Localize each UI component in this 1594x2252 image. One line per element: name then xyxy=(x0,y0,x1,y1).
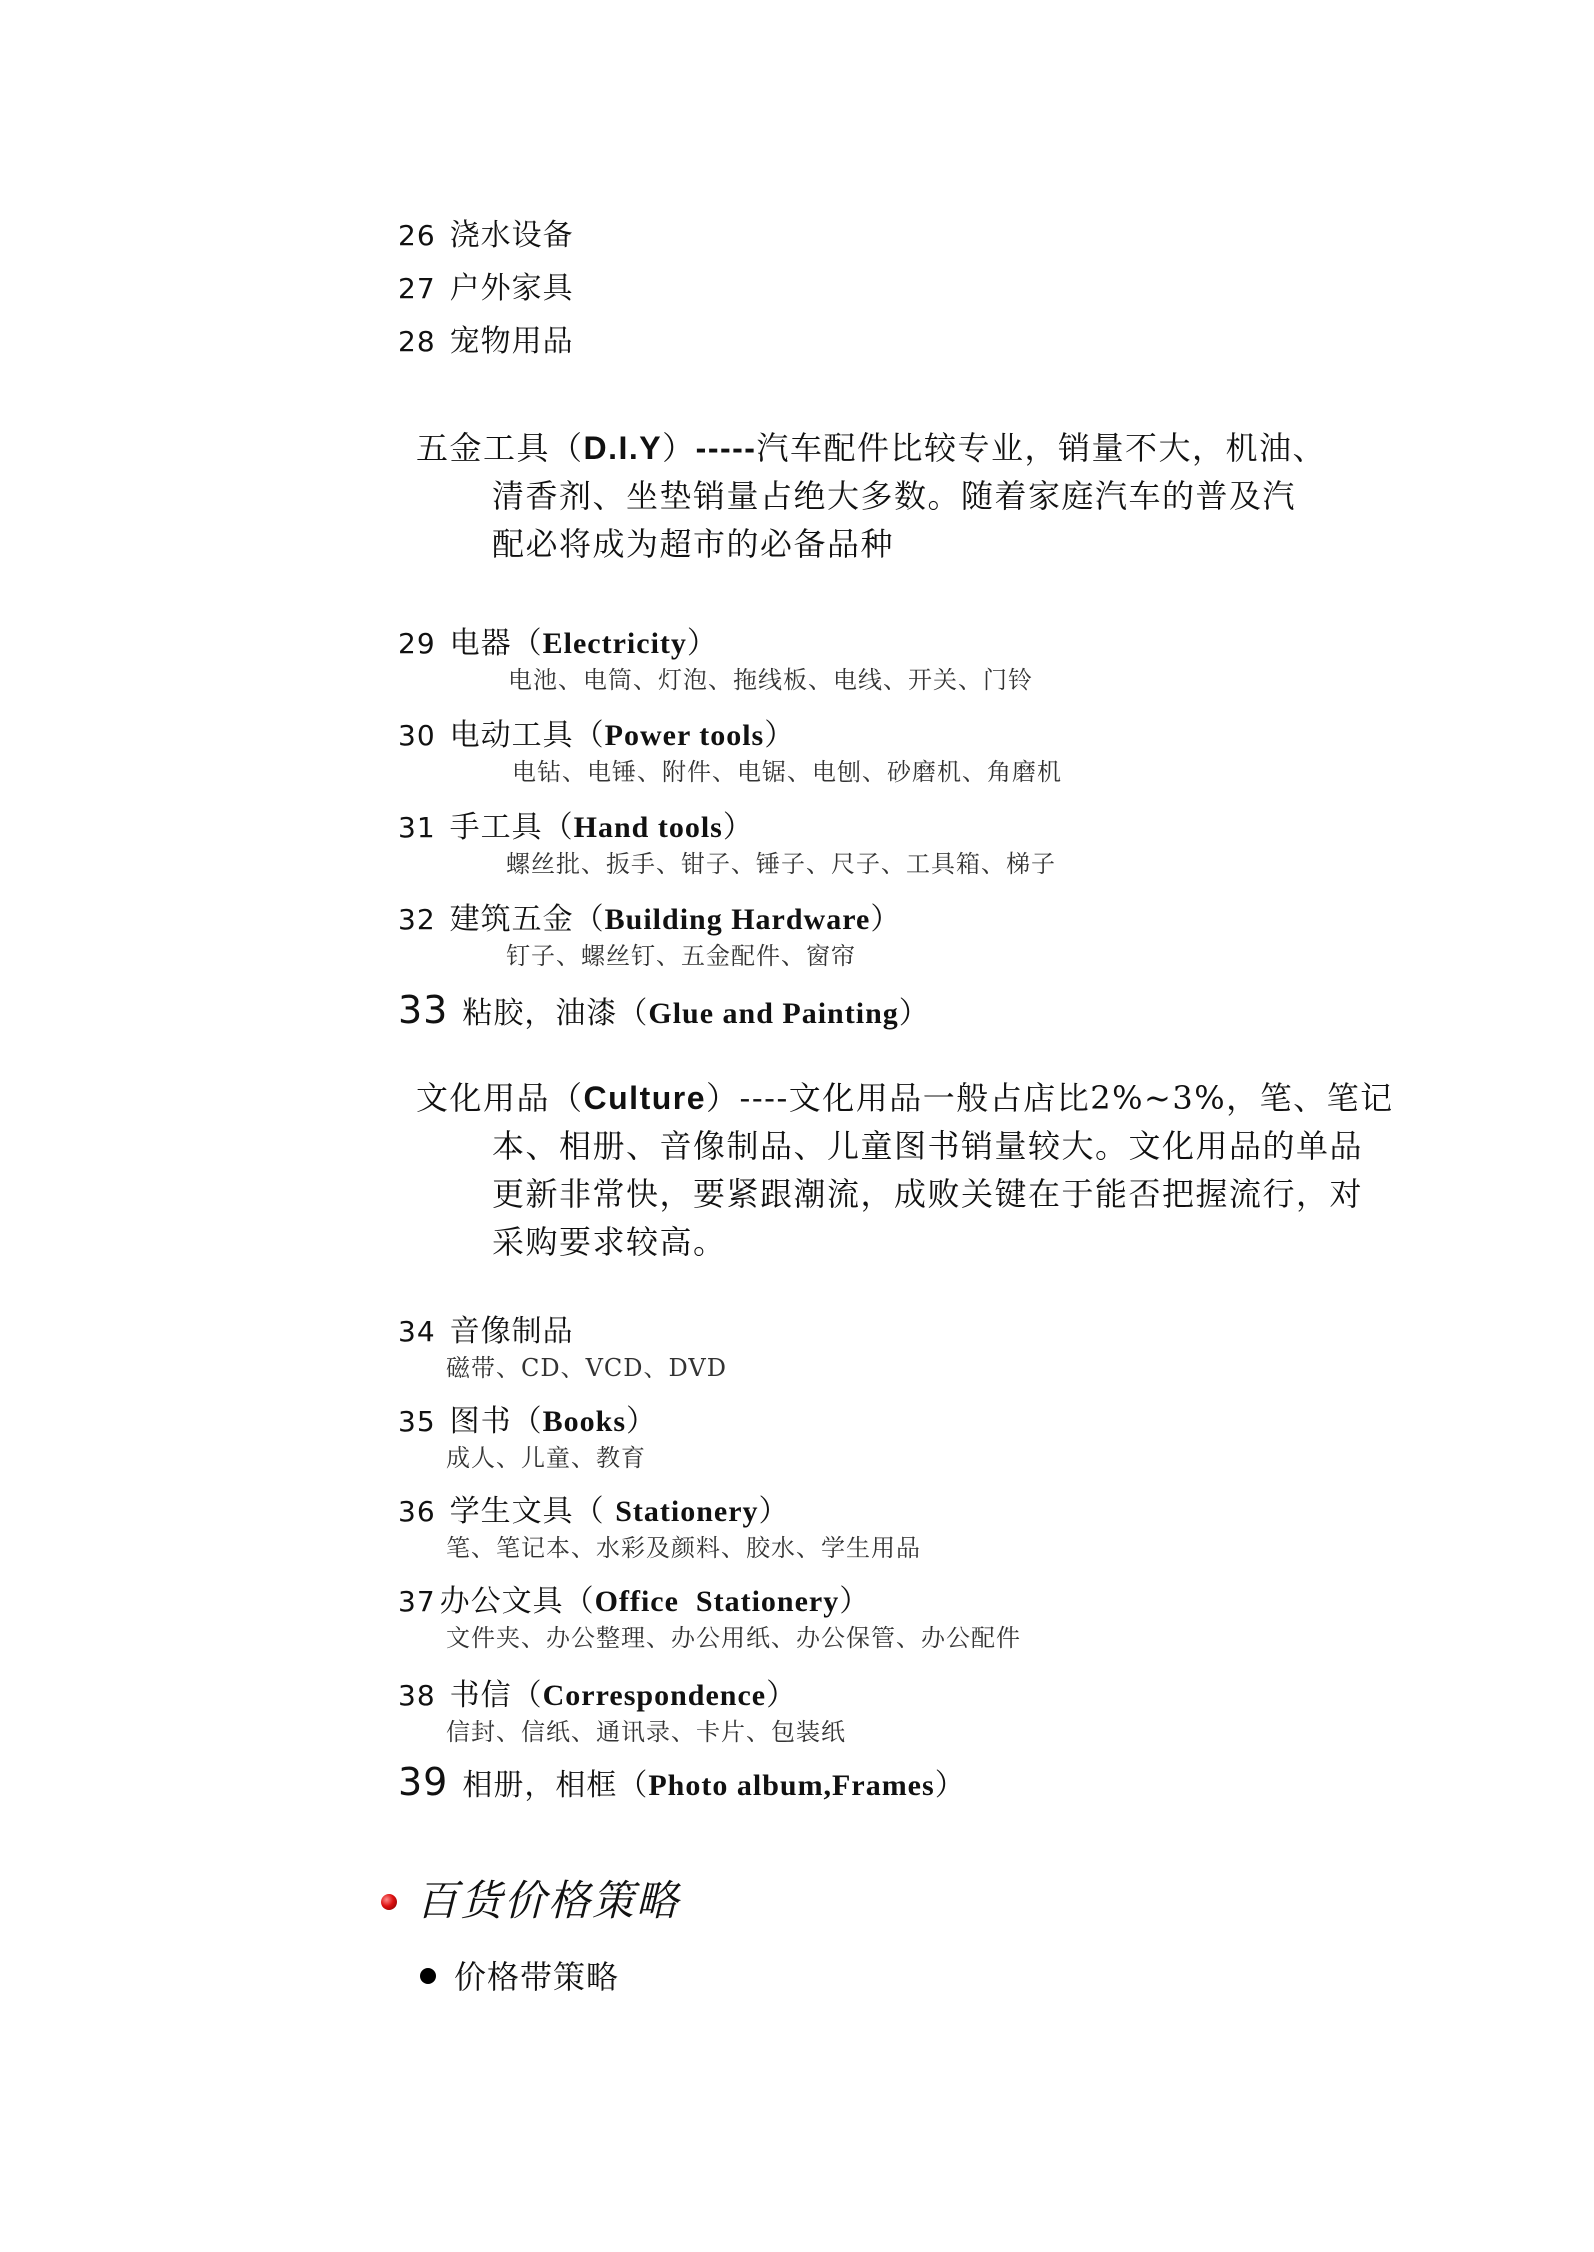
item-label-close: ） xyxy=(934,1768,966,1803)
diy-line2: 清香剂、坐垫销量占绝大多数。随着家庭汽车的普及汽 xyxy=(492,477,1297,515)
item-label: 书信（ xyxy=(449,1678,543,1713)
item-label-en: Power tools xyxy=(604,719,765,752)
item-label-close: ） xyxy=(758,1494,790,1529)
item-number: 30 xyxy=(398,719,436,752)
culture-line3: 更新非常快，要紧跟潮流，成败关键在于能否把握流行，对 xyxy=(492,1175,1364,1213)
diy-head: 五金工具（ xyxy=(416,429,584,467)
list-item xyxy=(398,316,574,360)
item-subtext: 钉子、螺丝钉、五金配件、窗帘 xyxy=(506,942,856,970)
item-label-close: ） xyxy=(766,1678,798,1713)
item-label: 宠物用品 xyxy=(449,324,574,359)
item-number: 28 xyxy=(398,325,436,358)
item-label: 学生文具（ xyxy=(449,1494,616,1529)
item-label-en: Stationery xyxy=(615,1495,759,1528)
item-number: 31 xyxy=(398,811,436,844)
list-item xyxy=(398,263,574,307)
item-subtext: 螺丝批、扳手、钳子、锤子、尺子、工具箱、梯子 xyxy=(506,850,1056,878)
item-label-en: Electricity xyxy=(542,627,687,660)
list-item xyxy=(398,210,574,254)
item-label: 浇水设备 xyxy=(449,218,574,253)
item-label-en: Glue and Painting xyxy=(648,997,899,1030)
list-item xyxy=(398,1306,574,1350)
item-label-en: Books xyxy=(542,1405,627,1438)
item-number: 39 xyxy=(398,1760,449,1804)
culture-line2: 本、相册、音像制品、儿童图书销量较大。文化用品的单品 xyxy=(492,1127,1364,1165)
culture-line1: ----文化用品一般占店比2%~3%，笔、笔记 xyxy=(739,1079,1394,1117)
item-subtext: 电池、电筒、灯泡、拖线板、电线、开关、门铃 xyxy=(508,666,1033,694)
item-number: 35 xyxy=(398,1405,436,1438)
item-label-en: Photo album,Frames xyxy=(648,1769,935,1802)
item-number: 34 xyxy=(398,1315,436,1348)
item-number: 29 xyxy=(398,627,436,660)
red-bullet-icon xyxy=(381,1894,397,1910)
culture-line4: 采购要求较高。 xyxy=(492,1223,727,1261)
item-subtext: 笔、笔记本、水彩及颜料、胶水、学生用品 xyxy=(446,1534,921,1562)
list-item xyxy=(398,1486,790,1530)
item-label-en: Correspondence xyxy=(542,1679,767,1712)
culture-paragraph xyxy=(416,1074,1394,1266)
list-item xyxy=(398,802,754,846)
item-label: 电器（ xyxy=(449,626,543,661)
item-label: 相册，相框（ xyxy=(462,1768,649,1803)
diy-head-en: D.I.Y xyxy=(583,430,663,466)
item-number: 26 xyxy=(398,219,436,252)
item-label: 办公文具（ xyxy=(439,1584,595,1619)
item-subtext: 成人、儿童、教育 xyxy=(446,1444,646,1472)
item-label: 图书（ xyxy=(449,1404,543,1439)
item-label-close: ） xyxy=(870,902,902,937)
item-label: 建筑五金（ xyxy=(449,902,605,937)
item-number: 32 xyxy=(398,903,436,936)
diy-line1: 汽车配件比较专业，销量不大，机油、 xyxy=(756,429,1326,467)
item-subtext: 文件夹、办公整理、办公用纸、办公保管、办公配件 xyxy=(446,1624,1021,1652)
item-subtext: 信封、信纸、通讯录、卡片、包装纸 xyxy=(446,1718,846,1746)
item-label-en: Office Stationery xyxy=(594,1585,840,1618)
section-title: 百货价格策略 xyxy=(416,1876,681,1925)
list-item xyxy=(398,1396,657,1440)
item-label-close: ） xyxy=(722,810,754,845)
item-label-close: ） xyxy=(764,718,796,753)
list-item xyxy=(398,988,930,1032)
culture-head-close: ） xyxy=(706,1079,740,1117)
item-number: 27 xyxy=(398,272,436,305)
item-label-close: ） xyxy=(686,626,718,661)
item-number: 37 xyxy=(398,1585,436,1618)
item-label-en: Building Hardware xyxy=(604,903,871,936)
diy-head-close: ） xyxy=(662,429,696,467)
item-number: 38 xyxy=(398,1679,436,1712)
bullet-icon xyxy=(420,1968,436,1984)
item-subtext: 电钻、电锤、附件、电锯、电刨、砂磨机、角磨机 xyxy=(512,758,1062,786)
item-number: 36 xyxy=(398,1495,436,1528)
bullet-text: 价格带策略 xyxy=(454,1958,620,1996)
culture-head-en: Culture xyxy=(583,1080,707,1116)
item-label: 户外家具 xyxy=(449,271,574,306)
list-item xyxy=(398,894,901,938)
item-number: 33 xyxy=(398,988,449,1032)
list-item xyxy=(398,1670,797,1714)
diy-dashes: ----- xyxy=(695,430,757,466)
diy-line3: 配必将成为超市的必备品种 xyxy=(492,525,895,563)
list-item xyxy=(398,1760,966,1804)
diy-paragraph xyxy=(416,424,1326,568)
item-label-close: ） xyxy=(839,1584,871,1619)
list-item xyxy=(398,1576,870,1620)
item-label: 手工具（ xyxy=(449,810,574,845)
list-item xyxy=(398,618,718,662)
item-label: 粘胶，油漆（ xyxy=(462,996,649,1031)
item-label: 电动工具（ xyxy=(449,718,605,753)
list-item xyxy=(398,710,795,754)
item-subtext: 磁带、CD、VCD、DVD xyxy=(446,1354,727,1382)
item-label: 音像制品 xyxy=(449,1314,574,1349)
item-label-close: ） xyxy=(626,1404,658,1439)
culture-head: 文化用品（ xyxy=(416,1079,584,1117)
item-label-close: ） xyxy=(898,996,930,1031)
item-label-en: Hand tools xyxy=(573,811,723,844)
